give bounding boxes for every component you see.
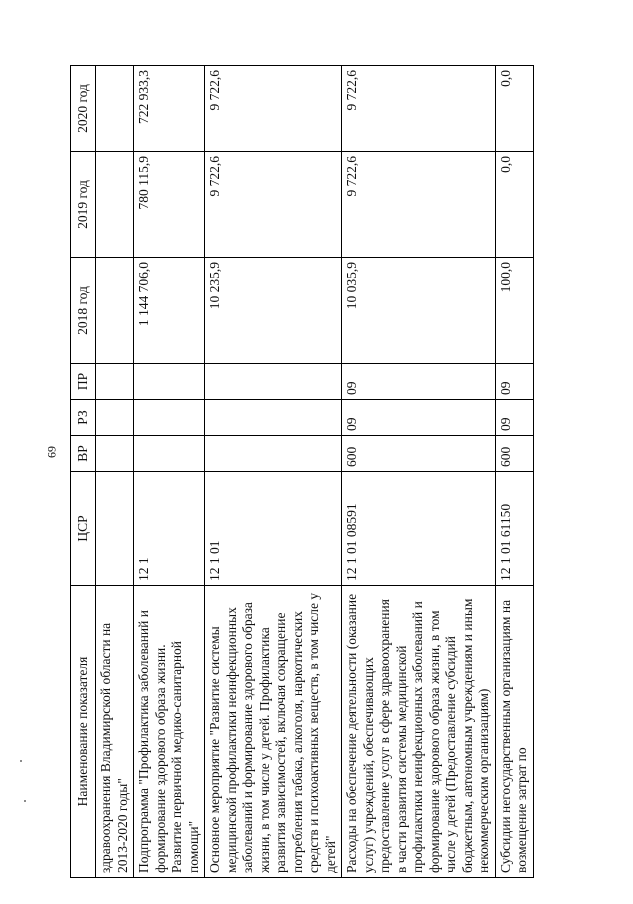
header-pr: ПР — [71, 364, 96, 400]
table-row — [205, 66, 342, 878]
cell-name: Субсидии негосударственным организациям на возмещение затрат по — [495, 586, 533, 878]
cell-2019: 9 722,6 — [205, 152, 342, 258]
cell-pr: 09 — [495, 364, 533, 400]
cell-2020: 9 722,6 — [205, 66, 342, 152]
cell-2020: 9 722,6 — [342, 66, 496, 152]
table-header-row — [71, 66, 96, 878]
table-row — [134, 66, 205, 878]
cell-name: здравоохранения Владимирской области на 2013-2020 годы" — [96, 586, 134, 878]
scan-speck — [24, 800, 26, 802]
cell-2020 — [96, 66, 134, 152]
cell-vr — [134, 436, 205, 472]
header-2019: 2019 год — [71, 152, 96, 258]
table-row — [96, 66, 134, 878]
cell-csr: 12 1 01 — [205, 472, 342, 586]
cell-2019: 0,0 — [495, 152, 533, 258]
cell-2019 — [96, 152, 134, 258]
cell-rz: 09 — [495, 400, 533, 436]
cell-rz — [205, 400, 342, 436]
table-row — [342, 66, 496, 878]
cell-pr — [134, 364, 205, 400]
cell-2019: 9 722,6 — [342, 152, 496, 258]
cell-rz — [96, 400, 134, 436]
cell-csr: 12 1 — [134, 472, 205, 586]
cell-vr — [205, 436, 342, 472]
cell-name: Расходы на обеспечение деятельности (оказание услуг) учреждений, обеспечивающих предоставление услуг в сфере здравоохранения в части развития системы медицинской профилактики неинфекционных заболеваний и формирование здорового образа жизни, в том числе у детей (Предоставление субсидий бюджетным, автономным учреждениям и иным некоммерческим организациям) — [342, 586, 496, 878]
cell-pr — [205, 364, 342, 400]
header-name: Наименование показателя — [71, 586, 96, 878]
header-vr: ВР — [71, 436, 96, 472]
cell-name: Основное мероприятие "Развитие системы медицинской профилактики неинфекционных заболеваний и формирование здорового образа жизни, в том числе у детей. Профилактика развития зависимостей, включая сокращение потребления табака, алкоголя, наркотических средств и психоактивных веществ, в том числе у детей" — [205, 586, 342, 878]
cell-csr: 12 1 01 61150 — [495, 472, 533, 586]
page-number: 69 — [44, 446, 59, 458]
cell-2018: 10 035,9 — [342, 258, 496, 364]
cell-2019: 780 115,9 — [134, 152, 205, 258]
table-row — [495, 66, 533, 878]
scan-speck — [20, 760, 22, 762]
header-csr: ЦСР — [71, 472, 96, 586]
cell-2018 — [96, 258, 134, 364]
rotated-page — [70, 66, 590, 878]
cell-vr — [96, 436, 134, 472]
header-2018: 2018 год — [71, 258, 96, 364]
cell-2020: 0,0 — [495, 66, 533, 152]
cell-pr: 09 — [342, 364, 496, 400]
cell-rz — [134, 400, 205, 436]
header-rz: РЗ — [71, 400, 96, 436]
cell-vr: 600 — [342, 436, 496, 472]
cell-rz: 09 — [342, 400, 496, 436]
cell-csr — [96, 472, 134, 586]
cell-name: Подпрограмма "Профилактика заболеваний и формирование здорового образа жизни. Развитие первичной медико-санитарной помощи" — [134, 586, 205, 878]
cell-2018: 100,0 — [495, 258, 533, 364]
cell-csr: 12 1 01 08591 — [342, 472, 496, 586]
cell-pr — [96, 364, 134, 400]
cell-vr: 600 — [495, 436, 533, 472]
cell-2020: 722 933,3 — [134, 66, 205, 152]
cell-2018: 1 144 706,0 — [134, 258, 205, 364]
cell-2018: 10 235,9 — [205, 258, 342, 364]
budget-table — [70, 65, 534, 878]
header-2020: 2020 год — [71, 66, 96, 152]
